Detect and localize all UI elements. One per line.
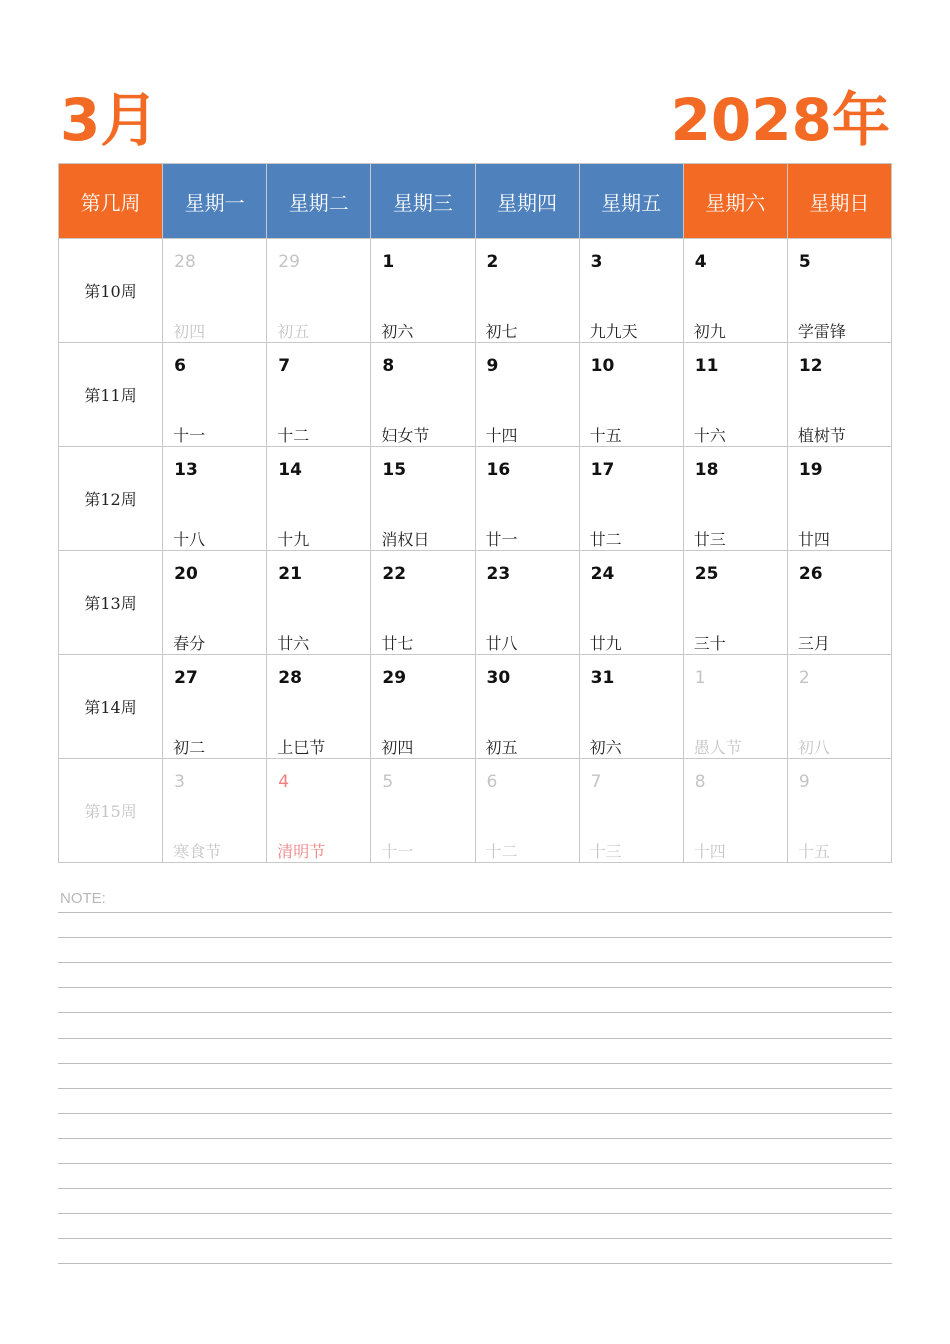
lunar-date: 十四 (485, 426, 518, 445)
day-cell[interactable] (267, 343, 371, 447)
day-number: 13 (174, 460, 198, 480)
day-cell[interactable] (475, 655, 579, 759)
day-number: 5 (798, 252, 811, 272)
lunar-date: 植树节 (797, 426, 846, 445)
day-number: 12 (798, 356, 823, 376)
day-cell[interactable] (683, 551, 787, 655)
day-cell[interactable] (163, 447, 267, 551)
day-cell[interactable] (579, 239, 683, 343)
day-cell[interactable] (475, 343, 579, 447)
day-cell[interactable] (683, 655, 787, 759)
day-cell[interactable] (579, 655, 683, 759)
day-cell[interactable] (579, 759, 683, 863)
note-line[interactable] (58, 1012, 892, 1013)
day-cell[interactable] (163, 655, 267, 759)
lunar-date: 九九天 (589, 322, 638, 341)
day-cell[interactable] (371, 239, 475, 343)
day-number: 6 (174, 356, 186, 376)
lunar-date: 春分 (173, 634, 206, 653)
col-header-thu: 星期四 (475, 164, 579, 239)
lunar-date: 廿一 (485, 530, 518, 549)
day-number: 29 (278, 252, 300, 272)
day-number: 28 (174, 252, 196, 272)
lunar-date: 十五 (797, 842, 830, 861)
day-number: 22 (382, 564, 407, 584)
week-row (59, 239, 892, 343)
day-number: 5 (382, 772, 394, 792)
lunar-date: 廿二 (589, 530, 622, 549)
day-cell[interactable] (371, 447, 475, 551)
day-number: 1 (694, 668, 706, 688)
day-number: 3 (590, 252, 603, 272)
col-header-sat: 星期六 (683, 164, 787, 239)
day-number: 17 (590, 460, 615, 480)
note-line[interactable] (58, 1263, 892, 1264)
lunar-date: 寒食节 (173, 842, 222, 861)
note-line[interactable] (58, 962, 892, 963)
day-cell[interactable] (163, 759, 267, 863)
lunar-date: 十六 (693, 426, 726, 445)
year-title: 2028年 (670, 86, 890, 154)
day-number: 1 (382, 252, 395, 272)
day-cell[interactable] (683, 343, 787, 447)
day-number: 9 (798, 772, 810, 792)
note-line[interactable] (58, 912, 892, 913)
lunar-date: 清明节 (277, 842, 326, 861)
lunar-date: 三十 (693, 634, 726, 653)
lunar-date: 廿三 (693, 530, 726, 549)
note-line[interactable] (58, 1213, 892, 1214)
day-number: 23 (486, 564, 511, 584)
lunar-date: 初五 (485, 738, 518, 757)
day-cell[interactable] (579, 551, 683, 655)
day-cell[interactable] (683, 759, 787, 863)
day-cell[interactable] (163, 239, 267, 343)
note-line[interactable] (58, 1063, 892, 1064)
lunar-date: 廿九 (589, 634, 622, 653)
col-header-tue: 星期二 (267, 164, 371, 239)
col-header-wed: 星期三 (371, 164, 475, 239)
col-header-week: 第几周 (59, 164, 163, 239)
month-title: 3月 (60, 86, 159, 154)
day-number: 18 (694, 460, 719, 480)
note-line[interactable] (58, 1038, 892, 1039)
lunar-date: 初四 (173, 322, 206, 341)
day-cell[interactable] (579, 343, 683, 447)
day-number: 2 (798, 668, 810, 688)
week-row (59, 447, 892, 551)
day-number: 10 (590, 356, 615, 376)
note-line[interactable] (58, 1113, 892, 1114)
lunar-date: 十一 (173, 426, 206, 445)
day-cell[interactable] (371, 551, 475, 655)
day-cell[interactable] (787, 343, 891, 447)
lunar-date: 十三 (589, 842, 622, 861)
lunar-date: 十八 (173, 530, 206, 549)
day-cell[interactable] (475, 759, 579, 863)
day-cell[interactable] (371, 655, 475, 759)
week-number: 第10周 (59, 239, 163, 343)
lunar-date: 十四 (693, 842, 726, 861)
calendar-grid (58, 163, 892, 863)
week-row (59, 551, 892, 655)
day-cell[interactable] (787, 759, 891, 863)
col-header-sun: 星期日 (787, 164, 891, 239)
lunar-date: 初二 (173, 738, 206, 757)
lunar-date: 学雷锋 (797, 322, 846, 341)
day-cell[interactable] (787, 655, 891, 759)
lunar-date: 初六 (589, 738, 622, 757)
day-cell[interactable] (267, 551, 371, 655)
week-number: 第12周 (59, 447, 163, 551)
lunar-date: 廿八 (485, 634, 518, 653)
week-number: 第13周 (59, 551, 163, 655)
day-number: 21 (278, 564, 302, 584)
note-line[interactable] (58, 1188, 892, 1189)
lunar-date: 十五 (589, 426, 622, 445)
lunar-date: 妇女节 (381, 426, 430, 445)
day-cell[interactable] (579, 447, 683, 551)
day-number: 20 (174, 564, 198, 584)
day-number: 7 (278, 356, 291, 376)
lunar-date: 初四 (381, 738, 414, 757)
day-cell[interactable] (267, 655, 371, 759)
day-number: 14 (278, 460, 302, 480)
day-number: 19 (798, 460, 823, 480)
day-number: 25 (694, 564, 719, 584)
lunar-date: 愚人节 (693, 738, 742, 757)
day-number: 8 (382, 356, 395, 376)
week-number: 第14周 (59, 655, 163, 759)
lunar-date: 十一 (381, 842, 414, 861)
note-line[interactable] (58, 1088, 892, 1089)
day-number: 31 (590, 668, 615, 688)
lunar-date: 三月 (797, 634, 830, 653)
day-number: 7 (590, 772, 602, 792)
note-line[interactable] (58, 937, 892, 938)
lunar-date: 廿四 (797, 530, 830, 549)
day-number: 4 (278, 772, 290, 792)
week-row (59, 343, 892, 447)
header-row (59, 164, 892, 239)
lunar-date: 上巳节 (277, 738, 326, 757)
day-cell[interactable] (267, 759, 371, 863)
week-number: 第11周 (59, 343, 163, 447)
lunar-date: 十二 (485, 842, 518, 861)
day-number: 11 (694, 356, 719, 376)
day-number: 2 (486, 252, 499, 272)
lunar-date: 消权日 (381, 530, 430, 549)
day-number: 6 (486, 772, 498, 792)
lunar-date: 十九 (277, 530, 310, 549)
day-number: 27 (174, 668, 198, 688)
note-line[interactable] (58, 1163, 892, 1164)
lunar-date: 初六 (381, 322, 414, 341)
day-cell[interactable] (787, 447, 891, 551)
day-cell[interactable] (475, 551, 579, 655)
day-number: 8 (694, 772, 706, 792)
lunar-date: 初七 (485, 322, 518, 341)
lunar-date: 廿六 (277, 634, 310, 653)
lunar-date: 初八 (797, 738, 830, 757)
day-number: 26 (798, 564, 823, 584)
day-cell[interactable] (267, 447, 371, 551)
day-cell[interactable] (683, 447, 787, 551)
note-line[interactable] (58, 1238, 892, 1239)
week-number: 第15周 (59, 759, 163, 863)
day-number: 29 (382, 668, 407, 688)
day-cell[interactable] (163, 343, 267, 447)
day-number: 28 (278, 668, 302, 688)
day-cell[interactable] (475, 239, 579, 343)
lunar-date: 初九 (693, 322, 726, 341)
day-number: 30 (486, 668, 511, 688)
day-cell[interactable] (371, 759, 475, 863)
day-cell[interactable] (267, 239, 371, 343)
day-number: 16 (486, 460, 511, 480)
lunar-date: 初五 (277, 322, 310, 341)
col-header-fri: 星期五 (579, 164, 683, 239)
lunar-date: 十二 (277, 426, 310, 445)
day-number: 3 (174, 772, 185, 792)
day-cell[interactable] (475, 447, 579, 551)
note-line[interactable] (58, 1138, 892, 1139)
day-cell[interactable] (787, 239, 891, 343)
day-cell[interactable] (371, 343, 475, 447)
lunar-date: 廿七 (381, 634, 414, 653)
day-cell[interactable] (787, 551, 891, 655)
day-number: 4 (694, 252, 707, 272)
day-number: 24 (590, 564, 615, 584)
col-header-mon: 星期一 (163, 164, 267, 239)
week-row (59, 759, 892, 863)
note-label: NOTE: (60, 890, 106, 907)
note-line[interactable] (58, 987, 892, 988)
day-cell[interactable] (683, 239, 787, 343)
day-cell[interactable] (163, 551, 267, 655)
day-number: 9 (486, 356, 499, 376)
day-number: 15 (382, 460, 407, 480)
week-row (59, 655, 892, 759)
